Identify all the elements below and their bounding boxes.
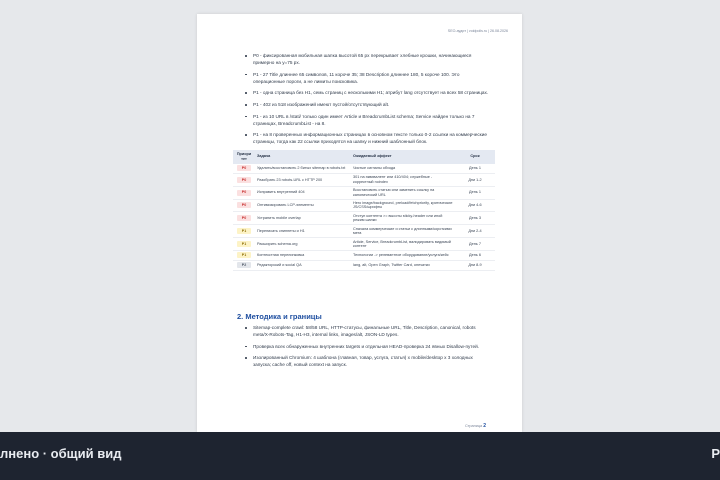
priority-cell [233,199,255,212]
list-item: P1 - одна страница без H1, семь страниц с несколькими H1; атрибут lang отсутствует на всех 58 страницах. [236,89,490,96]
effect-cell: Article, Service, BreadcrumbList, валидировать видимый контент [351,238,455,251]
term-cell: Дни 8-9 [455,260,495,270]
term-cell: Дни 2-4 [455,225,495,238]
section-heading: 2. Методика и границы [237,312,322,321]
table-row [233,173,495,186]
priority-badge: P1 [237,252,251,258]
effect-cell: Hero image/background, preload/fetchpriority, критические JS/CSS/шрифты [351,199,455,212]
column-header-task: Задача [255,150,351,164]
term-cell: День 7 [455,238,495,251]
page-number: 2 [483,423,486,429]
table-header-row [233,150,495,164]
effect-cell: Чистые сигналы обхода [351,164,455,174]
list-item: Sitemap-complete crawl: 58/58 URL, HTTP-статусы, финальные URL, Title, Description, canonical, robots meta/X-Robots-Tag, H1-H3, internal links, images/alt, JSON-LD types. [236,324,490,338]
list-item: Изолированный Chromium: 4 шаблона (главная, товар, услуга, статья) x mobile/desktop x 3 холодных запуска; cache off, новый context на запуск. [236,354,490,368]
table-row [233,199,495,212]
table-row [233,238,495,251]
list-item: P1 - 27 Title длиннее 65 символов, 11 короче 35; 38 Description длиннее 180, 5 короче 100. Это операционные пороги, а не лимиты поисковика. [236,71,490,85]
priority-badge: P0 [237,190,251,196]
effect-cell: Отступ контента >= высоты sticky-header или иной режим шапки [351,212,455,225]
priority-badge: P0 [237,202,251,208]
list-item: P1 - 402 из 518 изображений имеют пустой/отсутствующий alt. [236,101,490,108]
priority-badge: P1 [237,241,251,247]
column-header-term: Срок [455,150,495,164]
task-cell: Контекстная перелинковка [255,250,351,260]
table-row [233,250,495,260]
priority-cell [233,164,255,174]
priority-cell [233,225,255,238]
priority-badge: P0 [237,215,251,221]
term-cell: День 3 [455,212,495,225]
task-cell: Разобрать 23 robots-URL с HTTP 200 [255,173,351,186]
task-cell: Удалить/восстановить 2 битых sitemap в robots.txt [255,164,351,174]
page-label: Страница [464,424,483,428]
task-cell: Устранить mobile overlap [255,212,351,225]
document-page [197,14,522,432]
task-cell: Редакторский и social QA [255,260,351,270]
table-row [233,186,495,199]
bottom-bar-title: лнено · общий вид [0,446,122,461]
priority-cell [233,238,255,251]
findings-list [236,52,490,145]
column-header-priority: Приори тет [233,150,255,164]
task-cell: Расширить schema.org [255,238,351,251]
term-cell: День 6 [455,250,495,260]
page-footer [465,423,486,429]
priority-table [233,150,495,271]
table-row [233,260,495,270]
priority-badge: P0 [237,165,251,171]
term-cell: День 1 [455,186,495,199]
list-item: P1 - на 8 проверенных информационных страницах в основном тексте только 0-2 ссылки на коммерческие страницы, тогда как 22 ссылки приходятся на шапку и нижний шаблонный блок. [236,131,490,145]
priority-cell [233,173,255,186]
methodology-list [236,324,490,368]
effect-cell: 301 на эквивалент или 410/404; служебные - корректный noindex [351,173,455,186]
table-row [233,225,495,238]
priority-badge: P0 [237,177,251,183]
effect-cell: Восстановить статью или заменить ссылку на канонический URL [351,186,455,199]
table-row [233,212,495,225]
priority-cell [233,212,255,225]
task-cell: Оптимизировать LCP-элементы [255,199,351,212]
priority-cell [233,250,255,260]
priority-cell [233,260,255,270]
methodology-section [236,324,490,373]
bottom-bar-right-text: P [711,446,720,461]
priority-badge: P1 [237,228,251,234]
list-item: P0 - фиксированная мобильная шапка высотой 65 px перекрывает хлебные крошки, начинающиеся примерно на y=75 px. [236,52,490,66]
term-cell: День 1 [455,164,495,174]
page-header: SEO-аудит | voidpolis.ru | 26.08.2026 [447,29,508,33]
page-content [236,52,490,271]
effect-cell: Технологии -> релевантное оборудование/услуга/кейс [351,250,455,260]
task-cell: Переписать сниппеты и H1 [255,225,351,238]
term-cell: Дни 4-6 [455,199,495,212]
table-row [233,164,495,174]
effect-cell: Сначала коммерческие и статьи с длинными/короткими мета [351,225,455,238]
column-header-effect: Ожидаемый эффект [351,150,455,164]
priority-cell [233,186,255,199]
effect-cell: lang, alt, Open Graph, Twitter Card, опечатки [351,260,455,270]
bottom-bar [0,432,720,480]
list-item: P1 - из 10 URL в /stati/ только один имеет Article и BreadcrumbList schema; Service найден только на 7 страницах, BreadcrumbList - на 8. [236,113,490,127]
term-cell: Дни 1-2 [455,173,495,186]
list-item: Проверка всех обнаруженных внутренних targets и отдельная HEAD-проверка 24 явных Disallow-путей. [236,343,490,350]
task-cell: Исправить внутренний 404 [255,186,351,199]
priority-badge: P2 [237,262,251,268]
